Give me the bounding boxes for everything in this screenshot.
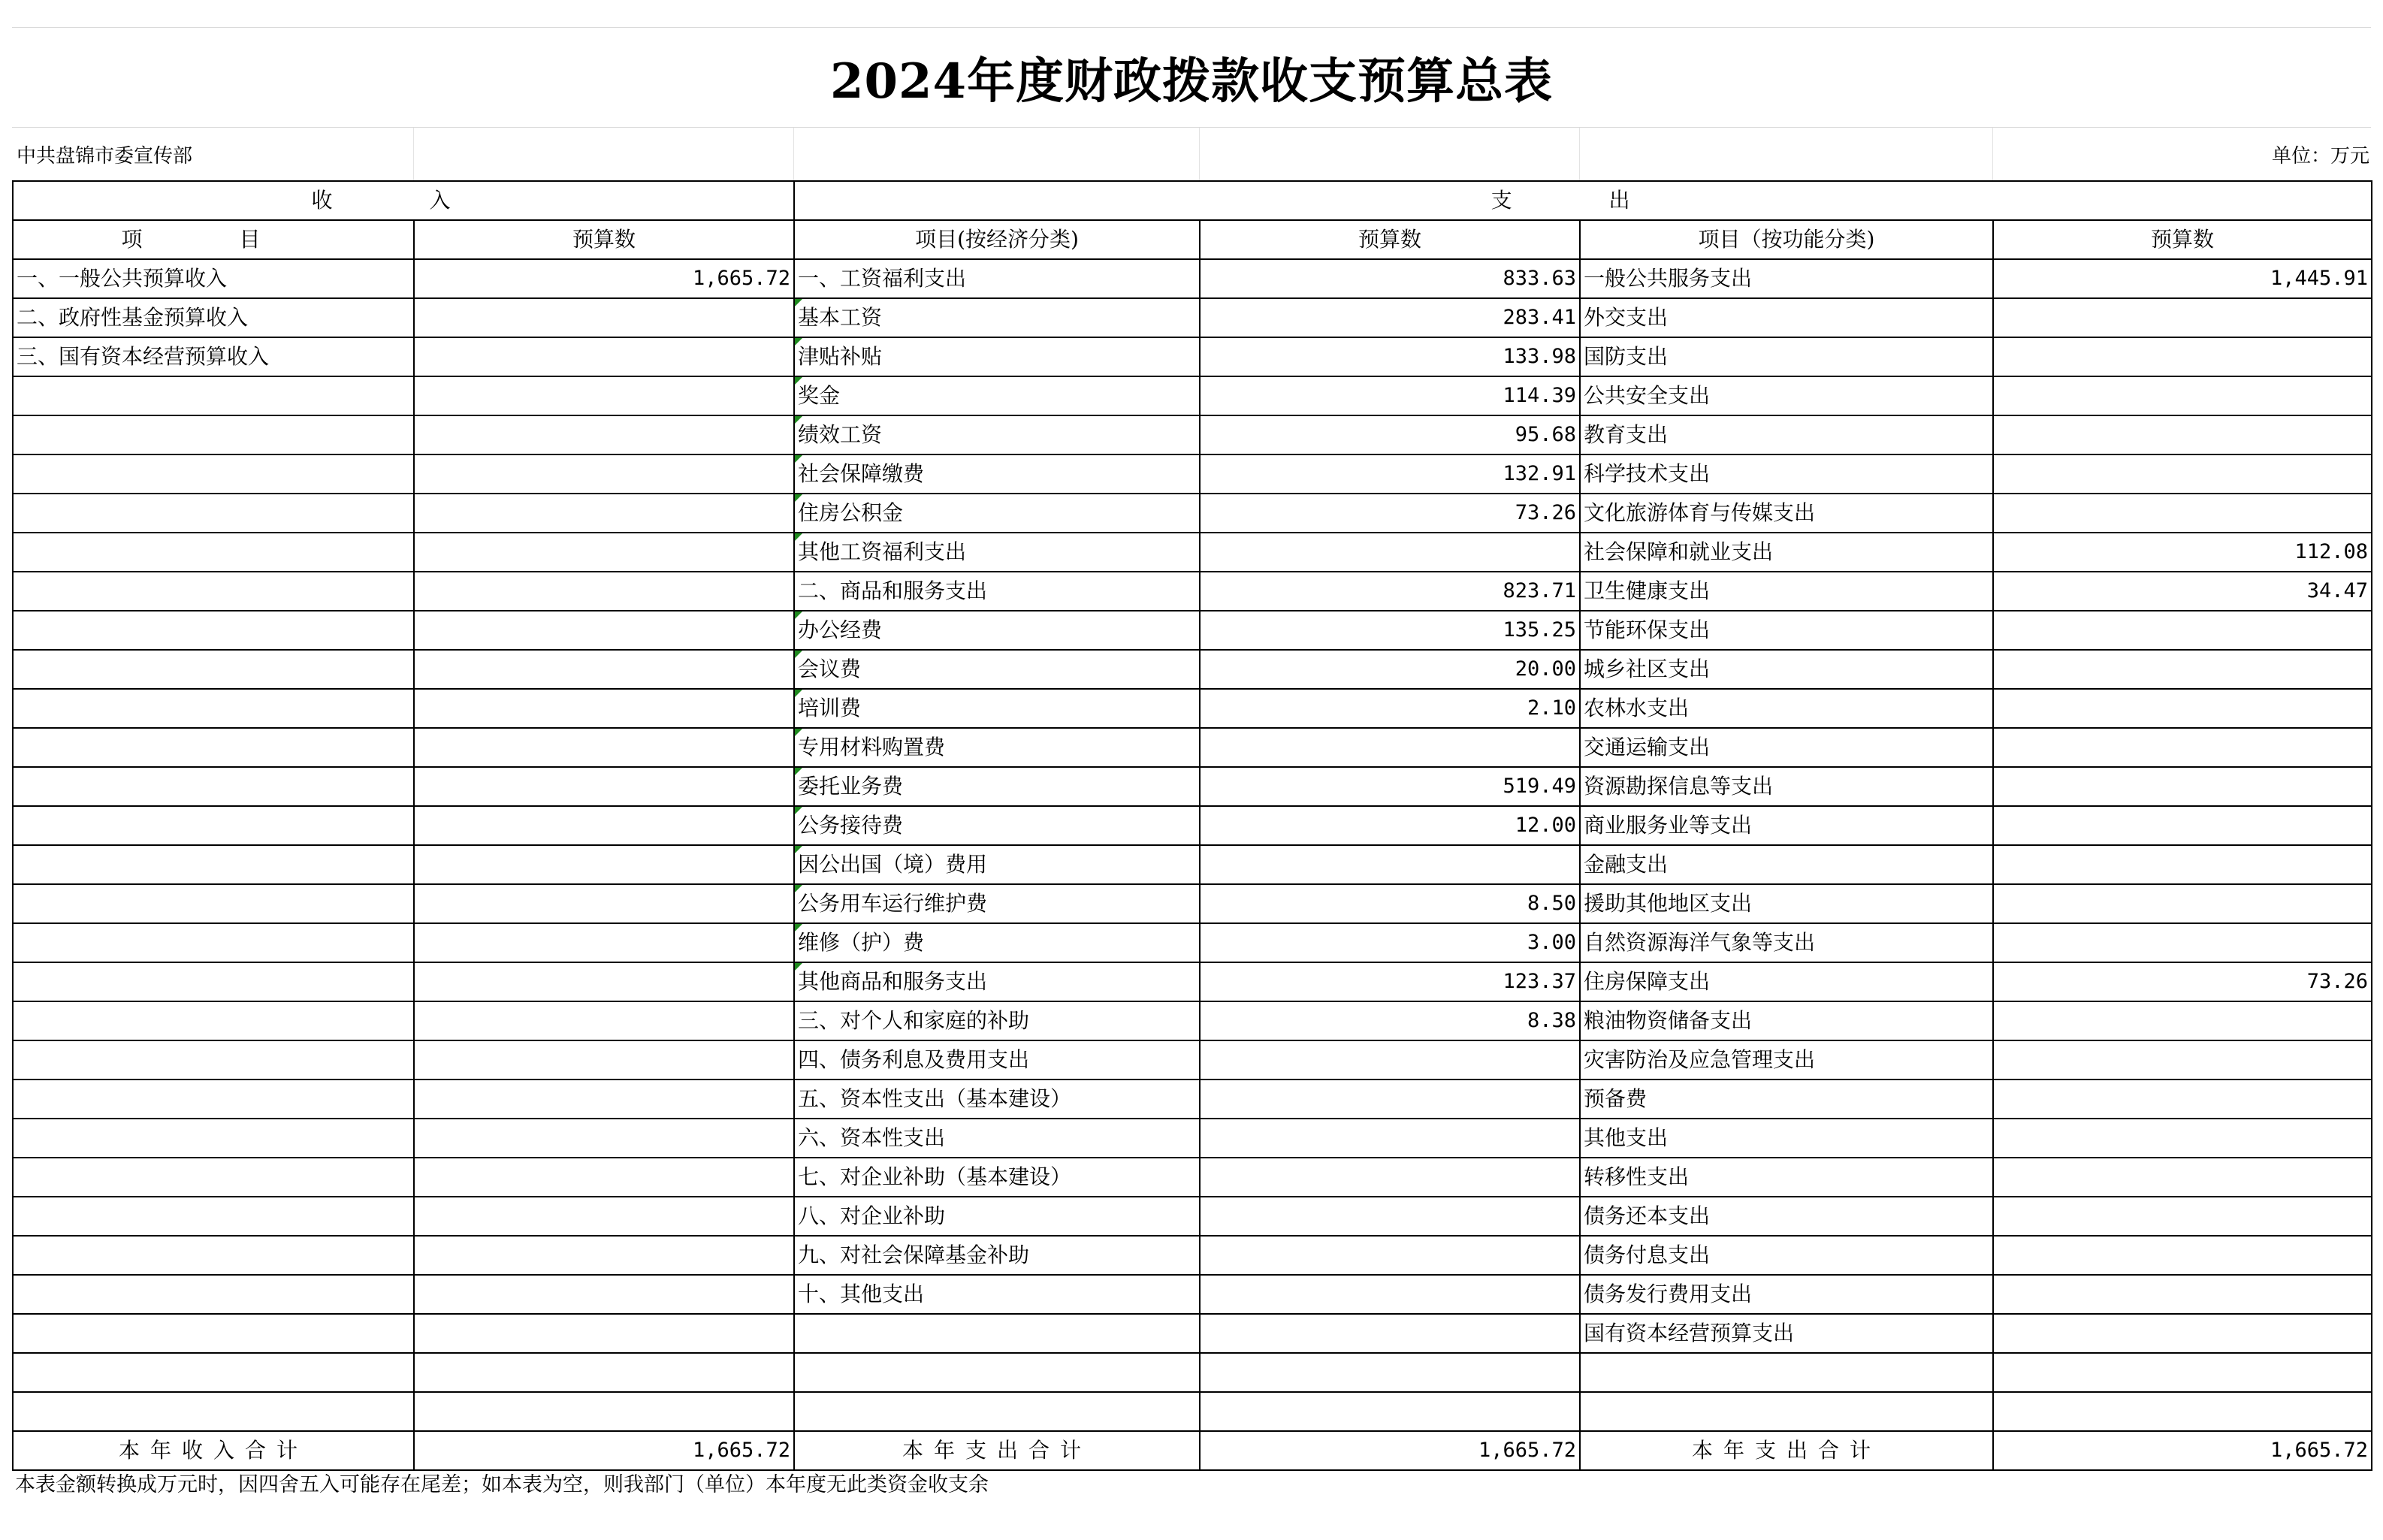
func-item-cell: 债务还本支出	[1580, 1197, 1993, 1236]
func-item-cell: 灾害防治及应急管理支出	[1580, 1040, 1993, 1080]
income-value-cell	[414, 1119, 794, 1158]
econ-value-cell: 132.91	[1200, 454, 1580, 494]
table-row	[13, 728, 2372, 767]
econ-item-cell: 培训费	[794, 689, 1200, 728]
income-value-cell	[414, 689, 794, 728]
func-value-cell	[1993, 337, 2372, 376]
table-row	[13, 572, 2372, 611]
table-row	[13, 1119, 2372, 1158]
table-row	[13, 1080, 2372, 1119]
title-row	[12, 27, 2371, 128]
income-item-cell	[13, 1353, 414, 1392]
econ-value-cell: 114.39	[1200, 376, 1580, 415]
econ-value-cell	[1200, 1040, 1580, 1080]
econ-item-cell: 专用材料购置费	[794, 728, 1200, 767]
func-total-value: 1,665.72	[1993, 1431, 2372, 1470]
income-value-cell	[414, 1001, 794, 1040]
econ-value-cell	[1200, 533, 1580, 572]
econ-item-cell: 津贴补贴	[794, 337, 1200, 376]
income-item-cell	[13, 1080, 414, 1119]
func-item-cell: 农林水支出	[1580, 689, 1993, 728]
income-item-cell	[13, 1275, 414, 1314]
income-item-cell	[13, 611, 414, 650]
income-item-cell	[13, 689, 414, 728]
table-row	[13, 337, 2372, 376]
budget-table	[12, 180, 2372, 1471]
meta-row	[12, 128, 2371, 180]
column-header-row	[13, 220, 2372, 259]
econ-item-cell	[794, 1314, 1200, 1353]
econ-value-cell: 12.00	[1200, 806, 1580, 845]
table-row	[13, 415, 2372, 454]
econ-item-cell: 公务用车运行维护费	[794, 884, 1200, 923]
func-value-cell	[1993, 1119, 2372, 1158]
income-value-cell	[414, 454, 794, 494]
econ-item-cell: 八、对企业补助	[794, 1197, 1200, 1236]
table-row	[13, 923, 2372, 962]
income-value-cell	[414, 298, 794, 337]
income-item-cell	[13, 1392, 414, 1431]
expenditure-header: 支 出	[794, 181, 2372, 220]
func-value-cell	[1993, 298, 2372, 337]
econ-item-cell: 会议费	[794, 650, 1200, 689]
page-title: 2024年度财政拨款收支预算总表	[829, 53, 1554, 110]
func-item-cell: 社会保障和就业支出	[1580, 533, 1993, 572]
income-value-cell	[414, 494, 794, 533]
table-row	[13, 650, 2372, 689]
func-value-cell	[1993, 650, 2372, 689]
func-total-label: 本年支出合计	[1580, 1431, 1993, 1470]
econ-value-cell	[1200, 1392, 1580, 1431]
income-value-cell	[414, 1197, 794, 1236]
table-row	[13, 376, 2372, 415]
econ-value-cell	[1200, 1158, 1580, 1197]
income-value-cell	[414, 845, 794, 884]
income-item-cell	[13, 533, 414, 572]
income-item-cell	[13, 1001, 414, 1040]
econ-item-cell: 因公出国（境）费用	[794, 845, 1200, 884]
econ-item-cell	[794, 1353, 1200, 1392]
econ-value-cell: 20.00	[1200, 650, 1580, 689]
func-value-cell	[1993, 1236, 2372, 1275]
econ-item-cell: 基本工资	[794, 298, 1200, 337]
econ-value-cell: 3.00	[1200, 923, 1580, 962]
func-value-cell	[1993, 1392, 2372, 1431]
income-value-cell	[414, 1353, 794, 1392]
income-value-cell	[414, 572, 794, 611]
income-item-cell	[13, 1119, 414, 1158]
income-item-header: 项 目	[13, 220, 414, 259]
func-value-cell	[1993, 1275, 2372, 1314]
econ-value-cell: 135.25	[1200, 611, 1580, 650]
func-item-cell: 债务发行费用支出	[1580, 1275, 1993, 1314]
income-item-cell	[13, 572, 414, 611]
income-total-value: 1,665.72	[414, 1431, 794, 1470]
income-item-cell	[13, 1197, 414, 1236]
func-value-cell	[1993, 689, 2372, 728]
econ-item-cell: 公务接待费	[794, 806, 1200, 845]
income-value-cell	[414, 767, 794, 806]
func-value-cell	[1993, 1001, 2372, 1040]
econ-value-cell: 2.10	[1200, 689, 1580, 728]
table-row	[13, 298, 2372, 337]
func-value-cell	[1993, 884, 2372, 923]
func-item-cell: 节能环保支出	[1580, 611, 1993, 650]
econ-item-cell: 一、工资福利支出	[794, 259, 1200, 298]
func-value-cell: 73.26	[1993, 962, 2372, 1001]
econ-value-cell: 95.68	[1200, 415, 1580, 454]
table-row	[13, 611, 2372, 650]
econ-item-cell: 其他商品和服务支出	[794, 962, 1200, 1001]
income-item-cell: 二、政府性基金预算收入	[13, 298, 414, 337]
func-value-cell	[1993, 454, 2372, 494]
table-row	[13, 533, 2372, 572]
econ-total-label: 本年支出合计	[794, 1431, 1200, 1470]
func-item-cell	[1580, 1392, 1993, 1431]
econ-value-cell	[1200, 845, 1580, 884]
econ-value-cell: 833.63	[1200, 259, 1580, 298]
func-value-cell: 1,445.91	[1993, 259, 2372, 298]
func-item-cell: 国有资本经营预算支出	[1580, 1314, 1993, 1353]
total-row	[13, 1431, 2372, 1470]
econ-item-cell: 五、资本性支出（基本建设）	[794, 1080, 1200, 1119]
func-value-cell	[1993, 767, 2372, 806]
econ-value-cell: 133.98	[1200, 337, 1580, 376]
income-value-cell	[414, 611, 794, 650]
income-value-cell	[414, 1040, 794, 1080]
table-row	[13, 1353, 2372, 1392]
func-item-cell: 科学技术支出	[1580, 454, 1993, 494]
table-row	[13, 689, 2372, 728]
func-item-cell: 商业服务业等支出	[1580, 806, 1993, 845]
func-item-cell: 自然资源海洋气象等支出	[1580, 923, 1993, 962]
func-value-cell	[1993, 845, 2372, 884]
econ-item-header: 项目(按经济分类)	[794, 220, 1200, 259]
income-item-cell	[13, 1236, 414, 1275]
income-item-cell	[13, 415, 414, 454]
func-item-cell: 城乡社区支出	[1580, 650, 1993, 689]
income-item-cell	[13, 1040, 414, 1080]
table-row	[13, 1040, 2372, 1080]
func-value-cell	[1993, 1353, 2372, 1392]
econ-item-cell: 三、对个人和家庭的补助	[794, 1001, 1200, 1040]
econ-value-cell: 8.38	[1200, 1001, 1580, 1040]
footnote: 本表金额转换成万元时，因四舍五入可能存在尾差；如本表为空，则我部门（单位）本年度无此类资金收支余	[15, 1473, 989, 1496]
table-row	[13, 1392, 2372, 1431]
econ-value-cell: 519.49	[1200, 767, 1580, 806]
func-value-cell: 112.08	[1993, 533, 2372, 572]
income-item-cell	[13, 1158, 414, 1197]
econ-item-cell: 七、对企业补助（基本建设）	[794, 1158, 1200, 1197]
func-value-cell: 34.47	[1993, 572, 2372, 611]
income-value-cell	[414, 1314, 794, 1353]
econ-item-cell: 办公经费	[794, 611, 1200, 650]
income-header: 收 入	[13, 181, 794, 220]
func-item-cell: 金融支出	[1580, 845, 1993, 884]
income-item-cell	[13, 923, 414, 962]
econ-value-cell	[1200, 1353, 1580, 1392]
income-item-cell	[13, 650, 414, 689]
func-item-cell: 公共安全支出	[1580, 376, 1993, 415]
func-item-cell: 国防支出	[1580, 337, 1993, 376]
econ-value-cell	[1200, 1275, 1580, 1314]
func-value-cell	[1993, 1197, 2372, 1236]
table-row	[13, 884, 2372, 923]
func-item-cell: 文化旅游体育与传媒支出	[1580, 494, 1993, 533]
econ-value-cell	[1200, 728, 1580, 767]
econ-item-cell: 奖金	[794, 376, 1200, 415]
econ-value-cell	[1200, 1314, 1580, 1353]
econ-item-cell: 维修（护）费	[794, 923, 1200, 962]
table-row	[13, 806, 2372, 845]
econ-item-cell: 其他工资福利支出	[794, 533, 1200, 572]
budget-sheet	[12, 12, 2371, 1499]
department-name: 中共盘锦市委宣传部	[17, 144, 193, 168]
func-item-cell: 其他支出	[1580, 1119, 1993, 1158]
table-row	[13, 259, 2372, 298]
income-item-cell: 一、一般公共预算收入	[13, 259, 414, 298]
func-item-cell: 住房保障支出	[1580, 962, 1993, 1001]
income-value-cell	[414, 728, 794, 767]
income-value-cell	[414, 415, 794, 454]
econ-item-cell: 住房公积金	[794, 494, 1200, 533]
table-row	[13, 1314, 2372, 1353]
income-item-cell	[13, 884, 414, 923]
income-item-cell	[13, 806, 414, 845]
econ-item-cell: 四、债务利息及费用支出	[794, 1040, 1200, 1080]
econ-value-cell: 8.50	[1200, 884, 1580, 923]
income-value-cell	[414, 650, 794, 689]
income-item-cell	[13, 494, 414, 533]
econ-total-value: 1,665.72	[1200, 1431, 1580, 1470]
func-value-cell	[1993, 1158, 2372, 1197]
func-value-cell	[1993, 806, 2372, 845]
func-value-cell	[1993, 494, 2372, 533]
income-value-cell	[414, 376, 794, 415]
func-value-cell	[1993, 923, 2372, 962]
income-value-cell	[414, 1158, 794, 1197]
table-row	[13, 962, 2372, 1001]
econ-item-cell: 社会保障缴费	[794, 454, 1200, 494]
econ-value-cell	[1200, 1236, 1580, 1275]
econ-item-cell: 绩效工资	[794, 415, 1200, 454]
section-header-row	[13, 181, 2372, 220]
econ-value-cell: 283.41	[1200, 298, 1580, 337]
func-value-cell	[1993, 376, 2372, 415]
func-item-cell: 预备费	[1580, 1080, 1993, 1119]
income-value-cell: 1,665.72	[414, 259, 794, 298]
table-row	[13, 1197, 2372, 1236]
func-value-cell	[1993, 611, 2372, 650]
econ-value-cell: 73.26	[1200, 494, 1580, 533]
func-item-cell: 外交支出	[1580, 298, 1993, 337]
income-item-cell	[13, 376, 414, 415]
table-row	[13, 1158, 2372, 1197]
func-item-cell: 卫生健康支出	[1580, 572, 1993, 611]
econ-item-cell: 十、其他支出	[794, 1275, 1200, 1314]
table-row	[13, 494, 2372, 533]
func-item-cell: 一般公共服务支出	[1580, 259, 1993, 298]
income-value-cell	[414, 1236, 794, 1275]
func-item-cell: 教育支出	[1580, 415, 1993, 454]
econ-value-cell	[1200, 1197, 1580, 1236]
econ-item-cell: 委托业务费	[794, 767, 1200, 806]
func-item-cell: 资源勘探信息等支出	[1580, 767, 1993, 806]
income-value-cell	[414, 923, 794, 962]
econ-item-cell: 九、对社会保障基金补助	[794, 1236, 1200, 1275]
func-budget-header: 预算数	[1993, 220, 2372, 259]
econ-item-cell: 二、商品和服务支出	[794, 572, 1200, 611]
income-value-cell	[414, 806, 794, 845]
table-row	[13, 1236, 2372, 1275]
income-item-cell: 三、国有资本经营预算收入	[13, 337, 414, 376]
econ-budget-header: 预算数	[1200, 220, 1580, 259]
func-item-cell: 转移性支出	[1580, 1158, 1993, 1197]
table-row	[13, 767, 2372, 806]
income-item-cell	[13, 454, 414, 494]
econ-item-cell	[794, 1392, 1200, 1431]
income-value-cell	[414, 337, 794, 376]
func-item-cell: 援助其他地区支出	[1580, 884, 1993, 923]
func-value-cell	[1993, 1080, 2372, 1119]
income-item-cell	[13, 845, 414, 884]
income-item-cell	[13, 962, 414, 1001]
func-value-cell	[1993, 1314, 2372, 1353]
table-row	[13, 1275, 2372, 1314]
table-row	[13, 454, 2372, 494]
unit-label: 单位：万元	[2271, 144, 2369, 168]
econ-value-cell: 123.37	[1200, 962, 1580, 1001]
table-row	[13, 845, 2372, 884]
income-value-cell	[414, 884, 794, 923]
table-row	[13, 1001, 2372, 1040]
income-item-cell	[13, 767, 414, 806]
func-value-cell	[1993, 728, 2372, 767]
func-value-cell	[1993, 1040, 2372, 1080]
income-total-label: 本年收入合计	[13, 1431, 414, 1470]
econ-item-cell: 六、资本性支出	[794, 1119, 1200, 1158]
income-item-cell	[13, 1314, 414, 1353]
income-value-cell	[414, 962, 794, 1001]
func-item-cell: 粮油物资储备支出	[1580, 1001, 1993, 1040]
func-value-cell	[1993, 415, 2372, 454]
func-item-cell: 交通运输支出	[1580, 728, 1993, 767]
income-budget-header: 预算数	[414, 220, 794, 259]
econ-value-cell	[1200, 1080, 1580, 1119]
econ-value-cell	[1200, 1119, 1580, 1158]
income-value-cell	[414, 1392, 794, 1431]
income-item-cell	[13, 728, 414, 767]
income-value-cell	[414, 533, 794, 572]
func-item-cell: 债务付息支出	[1580, 1236, 1993, 1275]
func-item-header: 项目（按功能分类)	[1580, 220, 1993, 259]
income-value-cell	[414, 1275, 794, 1314]
func-item-cell	[1580, 1353, 1993, 1392]
income-value-cell	[414, 1080, 794, 1119]
econ-value-cell: 823.71	[1200, 572, 1580, 611]
